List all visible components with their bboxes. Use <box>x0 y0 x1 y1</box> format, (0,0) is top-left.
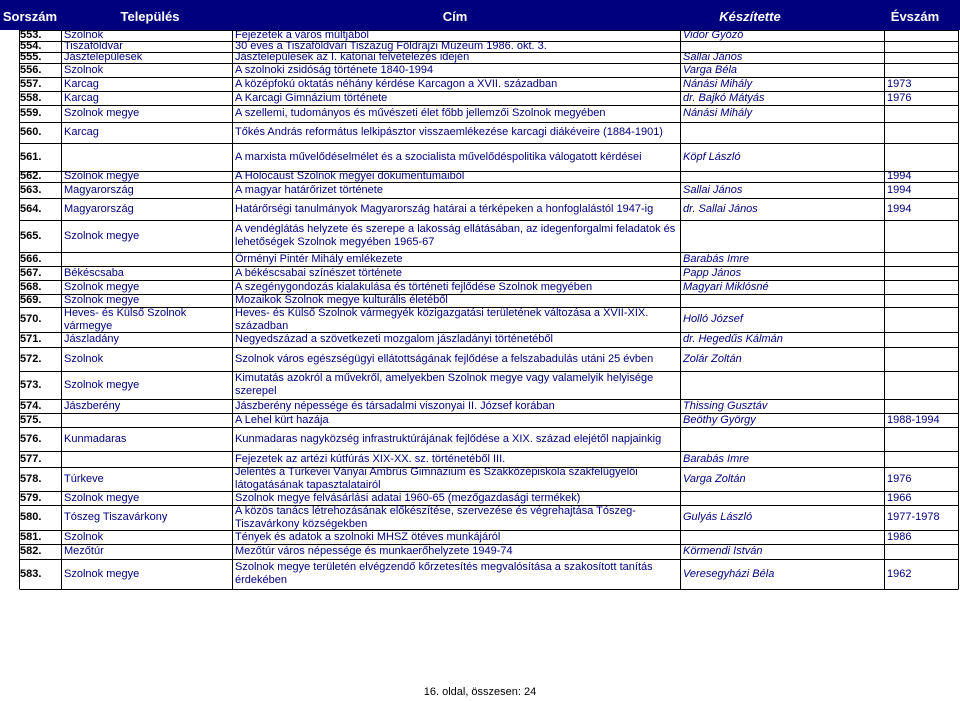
row-title: A középfokú oktatás néhány kérdése Karcagon a XVII. században <box>235 77 558 90</box>
row-year: 1988-1994 <box>887 413 940 426</box>
row-num: 572. <box>20 352 42 365</box>
row-place: Tószeg Tiszavárkony <box>64 511 168 523</box>
row-title: Mezőtúr város népessége és munkaerőhelyzete 1949-74 <box>235 545 513 557</box>
row-place: Mezőtúr <box>64 545 104 557</box>
row-year: 1966 <box>887 491 912 504</box>
row-title: Fejezetek az artézi kútfúrás XIX-XX. sz. történetéből III. <box>235 452 506 465</box>
page-footer: 16. oldal, összesen: 24 <box>423 686 537 698</box>
row-author: Barabás Imre <box>683 252 750 265</box>
row-place: Szolnok megye <box>64 491 140 504</box>
row-num: 565. <box>20 229 42 242</box>
row-title: Negyedszázad a szövetkezeti mozgalom jászladányi történetéből <box>235 333 553 345</box>
row-num: 563. <box>20 183 42 196</box>
row-place: Karcag <box>64 77 99 90</box>
row-year: 1994 <box>887 202 912 215</box>
row-place: Szolnok <box>64 63 104 76</box>
row-author: Sallai János <box>683 51 743 63</box>
row-num: 576. <box>20 432 42 445</box>
row-place: Karcag <box>64 126 99 138</box>
row-num: 559. <box>20 107 42 119</box>
row-year: 1994 <box>887 170 912 182</box>
row-author: Sallai János <box>683 183 743 196</box>
row-author: Holló József <box>683 313 743 325</box>
row-num: 561. <box>20 150 42 163</box>
row-num: 568. <box>20 280 42 293</box>
row-title: Heves- és Külső Szolnok vármegyék közigazgatási területének változása a XVII-XIX. században <box>235 306 649 332</box>
row-author: Thissing Gusztáv <box>683 399 768 412</box>
row-num: 581. <box>20 530 42 543</box>
row-place: Szolnok <box>64 29 104 41</box>
row-title: 30 éves a Tiszaföldvári Tiszazug Földrajzi Múzeum 1986. okt. 3. <box>235 40 547 52</box>
row-num: 554. <box>20 40 42 52</box>
row-place: Szolnok megye <box>64 229 140 242</box>
row-author: Barabás Imre <box>683 452 750 465</box>
row-title: A szolnoki zsidóság története 1840-1994 <box>235 63 434 76</box>
row-title: A Lehel kürt hazája <box>235 413 329 426</box>
row-num: 582. <box>20 545 42 557</box>
row-num: 570. <box>20 313 42 325</box>
row-year: 1976 <box>887 91 912 104</box>
row-num: 577. <box>20 452 42 465</box>
row-author: Nánási Mihály <box>683 77 753 90</box>
row-author: Magyari Miklósné <box>683 280 769 293</box>
row-num: 578. <box>20 472 42 485</box>
header-number: Sorszám <box>2 9 58 24</box>
row-year: 1994 <box>887 183 912 196</box>
row-place: Karcag <box>64 91 99 104</box>
row-place: Tiszaföldvár <box>64 40 123 52</box>
row-num: 574. <box>20 399 42 412</box>
row-num: 569. <box>20 294 42 306</box>
row-num: 562. <box>20 170 42 182</box>
row-num: 567. <box>20 266 42 279</box>
row-num: 571. <box>20 333 42 345</box>
row-place: Jászladány <box>64 333 120 345</box>
row-num: 583. <box>20 567 42 580</box>
table-header <box>0 0 960 30</box>
row-title: Örményi Pintér Mihály emlékezete <box>235 252 403 265</box>
row-title: Tények és adatok a szolnoki MHSZ ötéves munkájáról <box>235 530 501 543</box>
row-place: Túrkeve <box>64 472 104 485</box>
table-gridlines <box>0 30 960 590</box>
row-author: Nánási Mihály <box>683 107 753 119</box>
row-num: 575. <box>20 413 42 426</box>
row-title: Határőrségi tanulmányok Magyarország határai a térképeken a honfoglalástól 1947-ig <box>235 202 654 215</box>
row-place: Szolnok megye <box>64 378 140 391</box>
row-author: Gulyás László <box>683 511 753 523</box>
row-place: Szolnok megye <box>64 107 140 119</box>
row-title: A Holocaust Szolnok megyei dokumentumaiból <box>235 170 465 182</box>
row-place: Békéscsaba <box>64 266 124 279</box>
row-author: Beöthy György <box>683 413 756 426</box>
header-year: Évszám <box>890 9 940 24</box>
row-place: Kunmadaras <box>64 432 127 445</box>
row-title: Szolnok megye területén elvégzendő kőrzetesítés megvalósítása a szakosított tanítás érdekében <box>235 561 653 586</box>
header-title: Cím <box>442 9 468 24</box>
row-author: dr. Hegedűs Kálmán <box>683 333 783 345</box>
row-author: Körmendi István <box>683 545 763 557</box>
row-title: Jelentés a Túrkevei Ványai Ambrús Gimnázium és Szakközépiskola szakfelügyelői látogatásának tapasztalatairól <box>235 466 638 491</box>
row-year: 1973 <box>887 77 912 90</box>
header-place: Település <box>120 9 180 24</box>
row-place: Szolnok megye <box>64 567 140 580</box>
row-author: Köpf László <box>683 150 741 163</box>
row-place: Szolnok <box>64 352 104 365</box>
row-title: A békéscsabai színészet története <box>235 266 402 279</box>
header-author: Készítette <box>719 9 781 24</box>
row-place: Magyarország <box>64 202 134 215</box>
row-title: A marxista művelődéselmélet és a szocialista művelődéspolitika válogatott kérdései <box>235 150 642 163</box>
row-num: 579. <box>20 491 42 504</box>
row-author: Zolár Zoltán <box>683 352 742 365</box>
row-num: 553. <box>20 29 42 41</box>
row-place: Szolnok <box>64 530 104 543</box>
row-place: Jásztelepülések <box>64 51 143 63</box>
row-num: 557. <box>20 77 42 90</box>
row-title: A szellemi, tudományos és művészeti élet főbb jellemzői Szolnok megyében <box>235 107 606 119</box>
row-num: 573. <box>20 378 42 391</box>
row-num: 580. <box>20 511 42 523</box>
row-author: Papp János <box>683 266 742 279</box>
row-year: 1962 <box>887 567 912 580</box>
row-title: Szolnok város egészségügyi ellátottságának fejlődése a felszabadulás utáni 25 évben <box>235 352 654 365</box>
row-place: Heves- és Külső Szolnok vármegye <box>64 306 187 332</box>
row-num: 555. <box>20 51 42 63</box>
row-author: dr. Bajkó Mátyás <box>683 91 765 104</box>
row-year: 1976 <box>887 472 912 485</box>
row-author: Vidor Győző <box>683 29 744 41</box>
row-title: A szegénygondozás kialakulása és történeti fejlődése Szolnok megyében <box>235 280 593 293</box>
row-title: A magyar határőrizet története <box>235 183 383 196</box>
row-year: 1977-1978 <box>887 511 940 523</box>
row-num: 558. <box>20 91 42 104</box>
row-author: dr. Sallai János <box>683 202 758 215</box>
row-title: A Karcagi Gimnázium története <box>235 91 388 104</box>
row-title: Kunmadaras nagyközség infrastruktúrájának fejlődése a XIX. század elejétől napjainkig <box>235 432 662 445</box>
row-year: 1986 <box>887 530 912 543</box>
row-title: Jászberény népessége és társadalmi viszonyai II. József korában <box>235 399 555 412</box>
row-title: Szolnok megye felvásárlási adatai 1960-65 (mezőgazdasági termékek) <box>235 491 581 504</box>
row-title: A vendéglátás helyzete és szerepe a lakosság ellátásában, az idegenforgalmi feladatok és lehetőségek Szolnok megyében 1965-67 <box>235 223 676 248</box>
row-title: Mozaikok Szolnok megye kulturális életéből <box>235 294 448 306</box>
row-num: 564. <box>20 202 42 215</box>
row-title: A közös tanács létrehozásának előkészítése, szervezése és végrehajtása Tószeg-Tiszavárkony községekben <box>235 504 636 530</box>
row-author: Varga Zoltán <box>683 472 746 485</box>
row-num: 566. <box>20 252 42 265</box>
row-title: Fejezetek a város múltjából <box>235 29 369 41</box>
row-author: Veresegyházi Béla <box>683 567 775 580</box>
row-place: Magyarország <box>64 183 134 196</box>
row-place: Szolnok megye <box>64 280 140 293</box>
row-title: Tőkés András református lelkipásztor visszaemlékezése karcagi diákéveire (1884-1901) <box>235 126 663 138</box>
row-place: Jászberény <box>64 399 121 412</box>
row-title: Kimutatás azokról a művekről, amelyekben Szolnok megye vagy valamelyik helyisége szerepel <box>235 372 654 397</box>
row-author: Varga Béla <box>683 63 738 76</box>
row-title: Jásztelepülések az I. katonai felvételezés idején <box>235 51 470 63</box>
row-place: Szolnok megye <box>64 170 140 182</box>
row-num: 560. <box>20 126 42 138</box>
row-place: Szolnok megye <box>64 294 140 306</box>
row-num: 556. <box>20 63 42 76</box>
